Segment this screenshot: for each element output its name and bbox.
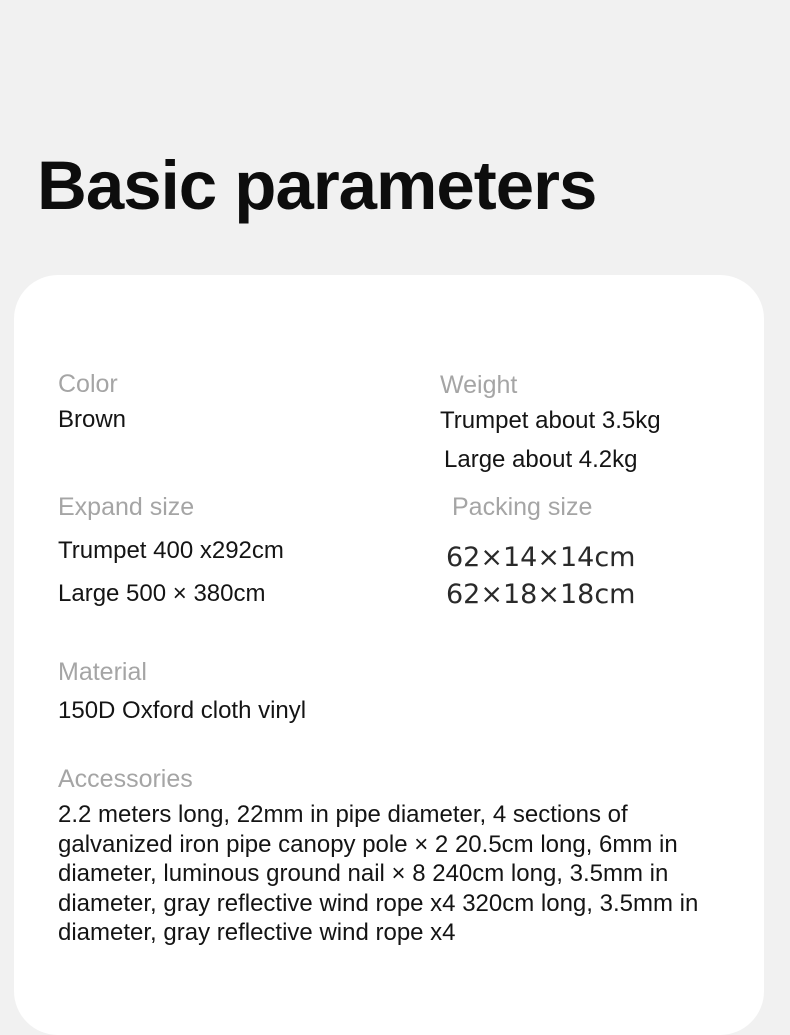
page-title: Basic parameters [37, 147, 597, 224]
weight-label: Weight [440, 371, 518, 399]
expand-size-value-trumpet: Trumpet 400 x292cm [58, 537, 284, 564]
packing-size-value-trumpet: 62×14×14cm [446, 542, 636, 573]
expand-size-value-large: Large 500 × 380cm [58, 580, 266, 607]
expand-size-label: Expand size [58, 493, 195, 521]
color-value: Brown [58, 406, 127, 433]
material-label: Material [58, 658, 147, 686]
material-value: 150D Oxford cloth vinyl [58, 697, 307, 724]
packing-size-value-large: 62×18×18cm [446, 579, 636, 610]
color-label: Color [58, 370, 118, 398]
packing-size-label: Packing size [452, 493, 593, 521]
accessories-value: 2.2 meters long, 22mm in pipe diameter, 4 sections of galvanized iron pipe canopy pole × 2 20.5cm long, 6mm in diameter, luminous ground nail × 8 240cm long, 3.5mm in diameter, gray reflective wind rope x4 320cm long, 3.5mm in diameter, gray reflective wind rope x4 [58, 801, 699, 946]
weight-value-large: Large about 4.2kg [444, 446, 638, 473]
accessories-label: Accessories [58, 765, 193, 793]
weight-value-trumpet: Trumpet about 3.5kg [440, 407, 661, 434]
